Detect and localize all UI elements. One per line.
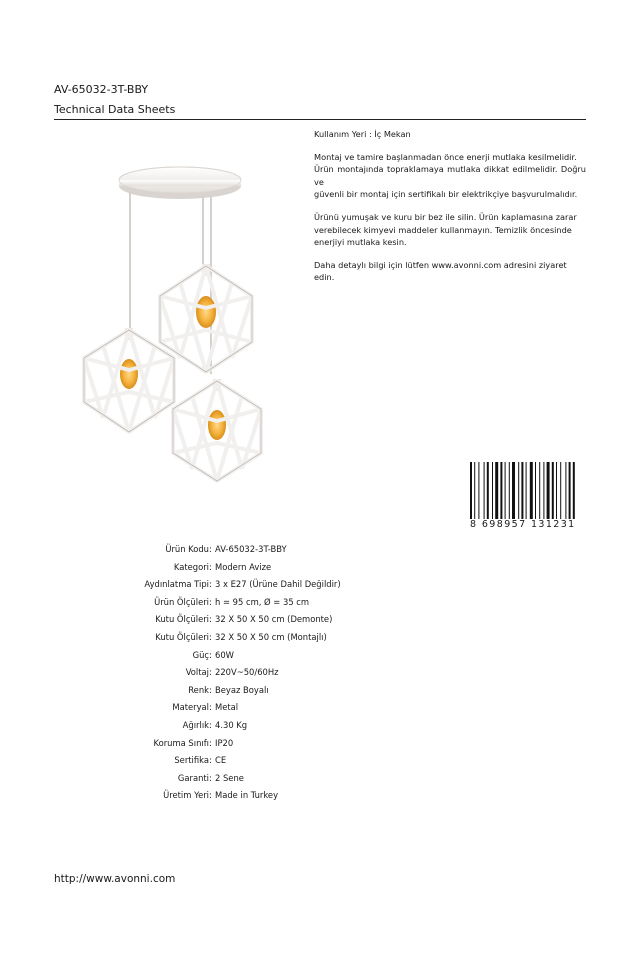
spec-label: Renk xyxy=(188,684,209,695)
usage-notes xyxy=(314,128,586,284)
spec-value: 60W xyxy=(215,649,234,660)
spec-separator: : xyxy=(209,579,212,590)
spec-label: Güç xyxy=(192,649,209,660)
spec-value: Modern Avize xyxy=(215,561,272,572)
spec-separator: : xyxy=(209,667,212,678)
spec-label: Garanti xyxy=(177,772,209,783)
spec-separator: : xyxy=(209,649,212,660)
spec-separator: : xyxy=(209,737,212,748)
spec-value: Beyaz Boyalı xyxy=(215,684,269,695)
spec-label: Koruma Sınıfı xyxy=(153,737,209,748)
spec-value: 3 x E27 (Ürüne Dahil Değildir) xyxy=(215,579,341,590)
spec-separator: : xyxy=(209,772,212,783)
spec-value: AV-65032-3T-BBY xyxy=(215,544,287,554)
spec-row xyxy=(54,579,454,597)
spec-label: Sertifika xyxy=(174,755,209,766)
spec-value: 32 X 50 X 50 cm (Demonte) xyxy=(215,614,333,625)
spec-separator: : xyxy=(209,790,212,801)
more-info-note: Daha detaylı bilgi için lütfen www.avonni.com adresini ziyaret edin. xyxy=(314,259,567,283)
spec-label: Kategori xyxy=(173,561,209,572)
spec-value: IP20 xyxy=(215,737,234,748)
spec-separator: : xyxy=(209,684,212,695)
care-note-line-2: verebilecek kimyevi maddeler kullanmayın. Temizlik öncesinde xyxy=(314,224,572,235)
spec-row xyxy=(54,702,454,720)
spec-row xyxy=(54,614,454,632)
website-link[interactable]: http://www.avonni.com xyxy=(54,873,176,885)
spec-row xyxy=(54,562,454,580)
spec-separator: : xyxy=(209,596,212,607)
document-subtitle: Technical Data Sheets xyxy=(54,103,176,116)
spec-label: Kutu Ölçüleri xyxy=(155,614,209,625)
spec-separator: : xyxy=(209,702,212,713)
spec-value: CE xyxy=(215,755,227,766)
spec-row xyxy=(54,544,454,562)
ceiling-canopy xyxy=(119,167,241,199)
pendant-lamp-image xyxy=(74,148,284,488)
spec-label: Voltaj xyxy=(185,667,209,678)
barcode-number: 8 698957 131231 xyxy=(470,519,586,530)
spec-value: Made in Turkey xyxy=(215,790,279,801)
spec-label: Üretim Yeri xyxy=(163,790,209,801)
spec-row xyxy=(54,755,454,773)
spec-separator: : xyxy=(209,561,212,572)
safety-note-line-2: Ürün montajında topraklamaya mutlaka dikkat edilmelidir. Doğru ve xyxy=(314,164,586,187)
spec-separator: : xyxy=(209,544,212,554)
spec-table xyxy=(54,544,454,808)
spec-value: Metal xyxy=(215,702,239,713)
spec-row xyxy=(54,790,454,808)
barcode xyxy=(466,462,586,536)
product-code-title: AV-65032-3T-BBY xyxy=(54,83,149,96)
spec-label: Ürün Ölçüleri xyxy=(154,596,209,607)
header-divider xyxy=(54,119,586,120)
spec-row xyxy=(54,597,454,615)
spec-row xyxy=(54,685,454,703)
spec-separator: : xyxy=(209,755,212,766)
spec-value: 220V~50/60Hz xyxy=(215,667,279,678)
spec-separator: : xyxy=(209,631,212,642)
spec-value: h = 95 cm, Ø = 35 cm xyxy=(215,596,310,607)
spec-label: Ürün Kodu xyxy=(165,544,209,554)
spec-value: 2 Sene xyxy=(215,772,244,783)
spec-row xyxy=(54,667,454,685)
spec-row xyxy=(54,720,454,738)
spec-label: Ağırlık xyxy=(182,719,209,730)
care-note-line-1: Ürünü yumuşak ve kuru bir bez ile silin. Ürün kaplamasına zarar xyxy=(314,211,577,222)
spec-label: Materyal xyxy=(172,702,209,713)
safety-note-line-3: güvenli bir montaj için sertifikalı bir elektrikçiye başvurulmalıdır. xyxy=(314,189,578,200)
spec-value: 32 X 50 X 50 cm (Montajlı) xyxy=(215,631,327,642)
spec-row xyxy=(54,650,454,668)
spec-separator: : xyxy=(209,614,212,625)
care-note-line-3: enerjiyi mutlaka kesin. xyxy=(314,237,407,248)
spec-value: 4.30 Kg xyxy=(215,719,248,730)
usage-location: Kullanım Yeri : İç Mekan xyxy=(314,129,411,139)
spec-label: Kutu Ölçüleri xyxy=(155,631,209,642)
spec-row xyxy=(54,773,454,791)
spec-label: Aydınlatma Tipi xyxy=(144,579,209,590)
spec-separator: : xyxy=(209,719,212,730)
spec-row xyxy=(54,738,454,756)
safety-note-line-1: Montaj ve tamire başlanmadan önce enerji mutlaka kesilmelidir. xyxy=(314,151,577,162)
cage-bottom xyxy=(173,379,261,481)
spec-row xyxy=(54,632,454,650)
